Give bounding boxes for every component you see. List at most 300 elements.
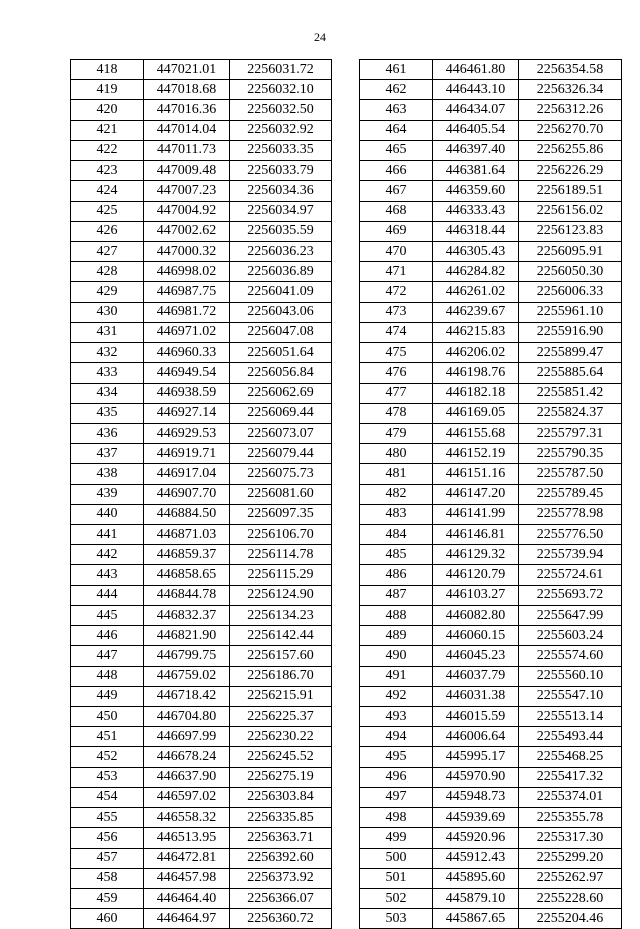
table-row [360, 909, 622, 929]
x-coordinate-cell: 447000.32 [144, 241, 230, 261]
table-row [71, 363, 332, 383]
y-coordinate-cell: 2256041.09 [230, 282, 332, 302]
point-number-cell: 448 [71, 666, 144, 686]
table-row [360, 343, 622, 363]
y-coordinate-cell: 2256363.71 [230, 828, 332, 848]
point-number-cell: 474 [360, 322, 433, 342]
y-coordinate-cell: 2255374.01 [519, 787, 622, 807]
point-number-cell: 421 [71, 120, 144, 140]
x-coordinate-cell: 445970.90 [433, 767, 519, 787]
x-coordinate-cell: 446198.76 [433, 363, 519, 383]
table-row [71, 484, 332, 504]
table-row [71, 848, 332, 868]
x-coordinate-cell: 446284.82 [433, 262, 519, 282]
table-row [71, 221, 332, 241]
point-number-cell: 459 [71, 888, 144, 908]
y-coordinate-cell: 2256114.78 [230, 545, 332, 565]
table-row [71, 423, 332, 443]
table-row [71, 747, 332, 767]
y-coordinate-cell: 2256075.73 [230, 464, 332, 484]
table-row [360, 646, 622, 666]
table-row [360, 262, 622, 282]
x-coordinate-cell: 446151.16 [433, 464, 519, 484]
table-row [360, 60, 622, 80]
point-number-cell: 503 [360, 909, 433, 929]
y-coordinate-cell: 2256006.33 [519, 282, 622, 302]
x-coordinate-cell: 445939.69 [433, 808, 519, 828]
table-row [71, 201, 332, 221]
table-row [71, 60, 332, 80]
x-coordinate-cell: 446239.67 [433, 302, 519, 322]
point-number-cell: 447 [71, 646, 144, 666]
x-coordinate-cell: 447014.04 [144, 120, 230, 140]
y-coordinate-cell: 2255824.37 [519, 403, 622, 423]
x-coordinate-cell: 446949.54 [144, 363, 230, 383]
point-number-cell: 469 [360, 221, 433, 241]
x-coordinate-cell: 445879.10 [433, 888, 519, 908]
table-row [71, 302, 332, 322]
table-row [71, 707, 332, 727]
point-number-cell: 437 [71, 444, 144, 464]
x-coordinate-cell: 446637.90 [144, 767, 230, 787]
point-number-cell: 465 [360, 140, 433, 160]
y-coordinate-cell: 2256360.72 [230, 909, 332, 929]
y-coordinate-cell: 2255724.61 [519, 565, 622, 585]
table-row [360, 767, 622, 787]
table-row [71, 909, 332, 929]
table-row [360, 484, 622, 504]
table-row [71, 322, 332, 342]
y-coordinate-cell: 2256226.29 [519, 161, 622, 181]
y-coordinate-cell: 2256373.92 [230, 868, 332, 888]
y-coordinate-cell: 2256062.69 [230, 383, 332, 403]
table-row [71, 565, 332, 585]
x-coordinate-cell: 446103.27 [433, 585, 519, 605]
x-coordinate-cell: 446318.44 [433, 221, 519, 241]
y-coordinate-cell: 2256043.06 [230, 302, 332, 322]
y-coordinate-cell: 2256036.89 [230, 262, 332, 282]
y-coordinate-cell: 2256134.23 [230, 605, 332, 625]
x-coordinate-cell: 446907.70 [144, 484, 230, 504]
y-coordinate-cell: 2255787.50 [519, 464, 622, 484]
x-coordinate-cell: 446031.38 [433, 686, 519, 706]
x-coordinate-cell: 447018.68 [144, 80, 230, 100]
table-row [71, 383, 332, 403]
point-number-cell: 471 [360, 262, 433, 282]
y-coordinate-cell: 2256124.90 [230, 585, 332, 605]
x-coordinate-cell: 446960.33 [144, 343, 230, 363]
point-number-cell: 435 [71, 403, 144, 423]
point-number-cell: 489 [360, 626, 433, 646]
point-number-cell: 498 [360, 808, 433, 828]
point-number-cell: 502 [360, 888, 433, 908]
point-number-cell: 464 [360, 120, 433, 140]
y-coordinate-cell: 2256035.59 [230, 221, 332, 241]
table-row [360, 686, 622, 706]
point-number-cell: 481 [360, 464, 433, 484]
point-number-cell: 457 [71, 848, 144, 868]
x-coordinate-cell: 446169.05 [433, 403, 519, 423]
point-number-cell: 482 [360, 484, 433, 504]
x-coordinate-cell: 447016.36 [144, 100, 230, 120]
table-row [360, 363, 622, 383]
table-row [71, 100, 332, 120]
y-coordinate-cell: 2256156.02 [519, 201, 622, 221]
x-coordinate-cell: 445920.96 [433, 828, 519, 848]
table-row [71, 545, 332, 565]
y-coordinate-cell: 2256032.50 [230, 100, 332, 120]
table-row [71, 444, 332, 464]
y-coordinate-cell: 2256047.08 [230, 322, 332, 342]
x-coordinate-cell: 446405.54 [433, 120, 519, 140]
y-coordinate-cell: 2255299.20 [519, 848, 622, 868]
x-coordinate-cell: 445995.17 [433, 747, 519, 767]
coordinates-table-right [359, 59, 622, 929]
point-number-cell: 484 [360, 525, 433, 545]
point-number-cell: 470 [360, 241, 433, 261]
x-coordinate-cell: 447011.73 [144, 140, 230, 160]
x-coordinate-cell: 446397.40 [433, 140, 519, 160]
point-number-cell: 429 [71, 282, 144, 302]
table-row [360, 727, 622, 747]
table-row [71, 686, 332, 706]
y-coordinate-cell: 2256275.19 [230, 767, 332, 787]
y-coordinate-cell: 2256270.70 [519, 120, 622, 140]
table-row [360, 525, 622, 545]
point-number-cell: 453 [71, 767, 144, 787]
y-coordinate-cell: 2256033.35 [230, 140, 332, 160]
point-number-cell: 501 [360, 868, 433, 888]
x-coordinate-cell: 446045.23 [433, 646, 519, 666]
table-row [360, 100, 622, 120]
coordinates-table-left [70, 59, 332, 929]
table-row [360, 464, 622, 484]
y-coordinate-cell: 2256215.91 [230, 686, 332, 706]
table-row [360, 707, 622, 727]
table-row [360, 241, 622, 261]
table-row [360, 787, 622, 807]
y-coordinate-cell: 2256157.60 [230, 646, 332, 666]
table-row [360, 565, 622, 585]
y-coordinate-cell: 2256326.34 [519, 80, 622, 100]
point-number-cell: 436 [71, 423, 144, 443]
point-number-cell: 475 [360, 343, 433, 363]
table-row [360, 545, 622, 565]
x-coordinate-cell: 446305.43 [433, 241, 519, 261]
table-row [71, 161, 332, 181]
table-row [360, 444, 622, 464]
y-coordinate-cell: 2256036.23 [230, 241, 332, 261]
table-row [71, 140, 332, 160]
x-coordinate-cell: 446718.42 [144, 686, 230, 706]
point-number-cell: 477 [360, 383, 433, 403]
point-number-cell: 424 [71, 181, 144, 201]
point-number-cell: 499 [360, 828, 433, 848]
x-coordinate-cell: 446464.97 [144, 909, 230, 929]
y-coordinate-cell: 2255228.60 [519, 888, 622, 908]
x-coordinate-cell: 447009.48 [144, 161, 230, 181]
point-number-cell: 478 [360, 403, 433, 423]
y-coordinate-cell: 2255790.35 [519, 444, 622, 464]
table-row [360, 140, 622, 160]
table-row [360, 585, 622, 605]
x-coordinate-cell: 446929.53 [144, 423, 230, 443]
point-number-cell: 434 [71, 383, 144, 403]
x-coordinate-cell: 446917.04 [144, 464, 230, 484]
point-number-cell: 483 [360, 504, 433, 524]
point-number-cell: 488 [360, 605, 433, 625]
point-number-cell: 452 [71, 747, 144, 767]
y-coordinate-cell: 2256255.86 [519, 140, 622, 160]
x-coordinate-cell: 446871.03 [144, 525, 230, 545]
point-number-cell: 490 [360, 646, 433, 666]
y-coordinate-cell: 2256225.37 [230, 707, 332, 727]
x-coordinate-cell: 446998.02 [144, 262, 230, 282]
y-coordinate-cell: 2255417.32 [519, 767, 622, 787]
y-coordinate-cell: 2255647.99 [519, 605, 622, 625]
point-number-cell: 463 [360, 100, 433, 120]
point-number-cell: 466 [360, 161, 433, 181]
table-row [360, 848, 622, 868]
table-row [71, 767, 332, 787]
table-row [71, 787, 332, 807]
y-coordinate-cell: 2256312.26 [519, 100, 622, 120]
y-coordinate-cell: 2256034.97 [230, 201, 332, 221]
y-coordinate-cell: 2255851.42 [519, 383, 622, 403]
point-number-cell: 442 [71, 545, 144, 565]
point-number-cell: 450 [71, 707, 144, 727]
y-coordinate-cell: 2256073.07 [230, 423, 332, 443]
x-coordinate-cell: 446146.81 [433, 525, 519, 545]
point-number-cell: 443 [71, 565, 144, 585]
point-number-cell: 422 [71, 140, 144, 160]
point-number-cell: 493 [360, 707, 433, 727]
x-coordinate-cell: 446884.50 [144, 504, 230, 524]
table-row [360, 626, 622, 646]
y-coordinate-cell: 2255899.47 [519, 343, 622, 363]
x-coordinate-cell: 446457.98 [144, 868, 230, 888]
x-coordinate-cell: 446141.99 [433, 504, 519, 524]
point-number-cell: 496 [360, 767, 433, 787]
x-coordinate-cell: 446704.80 [144, 707, 230, 727]
table-row [360, 161, 622, 181]
table-row [360, 808, 622, 828]
table-row [71, 828, 332, 848]
table-row [360, 666, 622, 686]
point-number-cell: 431 [71, 322, 144, 342]
x-coordinate-cell: 446333.43 [433, 201, 519, 221]
x-coordinate-cell: 446461.80 [433, 60, 519, 80]
page-number: 24 [314, 30, 326, 44]
point-number-cell: 491 [360, 666, 433, 686]
x-coordinate-cell: 446464.40 [144, 888, 230, 908]
table-row [360, 747, 622, 767]
y-coordinate-cell: 2255468.25 [519, 747, 622, 767]
y-coordinate-cell: 2255776.50 [519, 525, 622, 545]
x-coordinate-cell: 445895.60 [433, 868, 519, 888]
point-number-cell: 467 [360, 181, 433, 201]
y-coordinate-cell: 2256079.44 [230, 444, 332, 464]
table-row [360, 181, 622, 201]
point-number-cell: 460 [71, 909, 144, 929]
point-number-cell: 500 [360, 848, 433, 868]
point-number-cell: 462 [360, 80, 433, 100]
x-coordinate-cell: 446821.90 [144, 626, 230, 646]
point-number-cell: 495 [360, 747, 433, 767]
point-number-cell: 472 [360, 282, 433, 302]
x-coordinate-cell: 446844.78 [144, 585, 230, 605]
point-number-cell: 449 [71, 686, 144, 706]
table-row [360, 605, 622, 625]
point-number-cell: 446 [71, 626, 144, 646]
x-coordinate-cell: 446859.37 [144, 545, 230, 565]
x-coordinate-cell: 446513.95 [144, 828, 230, 848]
y-coordinate-cell: 2256142.44 [230, 626, 332, 646]
x-coordinate-cell: 446006.64 [433, 727, 519, 747]
x-coordinate-cell: 446697.99 [144, 727, 230, 747]
x-coordinate-cell: 446037.79 [433, 666, 519, 686]
x-coordinate-cell: 446434.07 [433, 100, 519, 120]
point-number-cell: 494 [360, 727, 433, 747]
table-row [360, 221, 622, 241]
point-number-cell: 487 [360, 585, 433, 605]
table-row [71, 868, 332, 888]
table-row [360, 322, 622, 342]
x-coordinate-cell: 446261.02 [433, 282, 519, 302]
point-number-cell: 427 [71, 241, 144, 261]
point-number-cell: 423 [71, 161, 144, 181]
table-row [360, 423, 622, 443]
table-row [71, 262, 332, 282]
x-coordinate-cell: 445867.65 [433, 909, 519, 929]
point-number-cell: 428 [71, 262, 144, 282]
point-number-cell: 485 [360, 545, 433, 565]
x-coordinate-cell: 446981.72 [144, 302, 230, 322]
point-number-cell: 419 [71, 80, 144, 100]
x-coordinate-cell: 446082.80 [433, 605, 519, 625]
y-coordinate-cell: 2256034.36 [230, 181, 332, 201]
y-coordinate-cell: 2255513.14 [519, 707, 622, 727]
x-coordinate-cell: 446015.59 [433, 707, 519, 727]
x-coordinate-cell: 446147.20 [433, 484, 519, 504]
table-row [71, 605, 332, 625]
table-row [71, 808, 332, 828]
x-coordinate-cell: 447004.92 [144, 201, 230, 221]
point-number-cell: 458 [71, 868, 144, 888]
point-number-cell: 438 [71, 464, 144, 484]
table-row [360, 403, 622, 423]
y-coordinate-cell: 2256230.22 [230, 727, 332, 747]
table-row [71, 80, 332, 100]
y-coordinate-cell: 2255547.10 [519, 686, 622, 706]
y-coordinate-cell: 2256392.60 [230, 848, 332, 868]
point-number-cell: 426 [71, 221, 144, 241]
x-coordinate-cell: 446359.60 [433, 181, 519, 201]
x-coordinate-cell: 446678.24 [144, 747, 230, 767]
table-row [71, 120, 332, 140]
y-coordinate-cell: 2256366.07 [230, 888, 332, 908]
x-coordinate-cell: 445948.73 [433, 787, 519, 807]
x-coordinate-cell: 446597.02 [144, 787, 230, 807]
x-coordinate-cell: 446182.18 [433, 383, 519, 403]
x-coordinate-cell: 447021.01 [144, 60, 230, 80]
table-row [360, 383, 622, 403]
y-coordinate-cell: 2256303.84 [230, 787, 332, 807]
y-coordinate-cell: 2256189.51 [519, 181, 622, 201]
y-coordinate-cell: 2255778.98 [519, 504, 622, 524]
y-coordinate-cell: 2256354.58 [519, 60, 622, 80]
point-number-cell: 479 [360, 423, 433, 443]
y-coordinate-cell: 2255262.97 [519, 868, 622, 888]
y-coordinate-cell: 2255693.72 [519, 585, 622, 605]
table-row [360, 504, 622, 524]
x-coordinate-cell: 446927.14 [144, 403, 230, 423]
point-number-cell: 451 [71, 727, 144, 747]
y-coordinate-cell: 2255797.31 [519, 423, 622, 443]
table-row [360, 282, 622, 302]
point-number-cell: 425 [71, 201, 144, 221]
table-row [360, 201, 622, 221]
y-coordinate-cell: 2256097.35 [230, 504, 332, 524]
x-coordinate-cell: 446558.32 [144, 808, 230, 828]
y-coordinate-cell: 2255789.45 [519, 484, 622, 504]
table-row [71, 343, 332, 363]
table-row [360, 868, 622, 888]
y-coordinate-cell: 2256056.84 [230, 363, 332, 383]
table-row [71, 464, 332, 484]
point-number-cell: 480 [360, 444, 433, 464]
x-coordinate-cell: 446443.10 [433, 80, 519, 100]
point-number-cell: 439 [71, 484, 144, 504]
x-coordinate-cell: 446799.75 [144, 646, 230, 666]
x-coordinate-cell: 446381.64 [433, 161, 519, 181]
point-number-cell: 454 [71, 787, 144, 807]
y-coordinate-cell: 2256335.85 [230, 808, 332, 828]
table-row [360, 80, 622, 100]
y-coordinate-cell: 2256081.60 [230, 484, 332, 504]
table-row [360, 302, 622, 322]
point-number-cell: 444 [71, 585, 144, 605]
y-coordinate-cell: 2256123.83 [519, 221, 622, 241]
x-coordinate-cell: 447002.62 [144, 221, 230, 241]
point-number-cell: 461 [360, 60, 433, 80]
table-row [71, 525, 332, 545]
point-number-cell: 441 [71, 525, 144, 545]
y-coordinate-cell: 2256106.70 [230, 525, 332, 545]
x-coordinate-cell: 446987.75 [144, 282, 230, 302]
table-row [360, 120, 622, 140]
point-number-cell: 430 [71, 302, 144, 322]
point-number-cell: 497 [360, 787, 433, 807]
x-coordinate-cell: 446206.02 [433, 343, 519, 363]
y-coordinate-cell: 2256095.91 [519, 241, 622, 261]
x-coordinate-cell: 446152.19 [433, 444, 519, 464]
x-coordinate-cell: 446120.79 [433, 565, 519, 585]
x-coordinate-cell: 446472.81 [144, 848, 230, 868]
x-coordinate-cell: 446938.59 [144, 383, 230, 403]
point-number-cell: 492 [360, 686, 433, 706]
y-coordinate-cell: 2256050.30 [519, 262, 622, 282]
x-coordinate-cell: 446215.83 [433, 322, 519, 342]
y-coordinate-cell: 2255739.94 [519, 545, 622, 565]
table-row [71, 666, 332, 686]
y-coordinate-cell: 2255560.10 [519, 666, 622, 686]
point-number-cell: 476 [360, 363, 433, 383]
table-row [71, 646, 332, 666]
point-number-cell: 420 [71, 100, 144, 120]
point-number-cell: 455 [71, 808, 144, 828]
x-coordinate-cell: 445912.43 [433, 848, 519, 868]
